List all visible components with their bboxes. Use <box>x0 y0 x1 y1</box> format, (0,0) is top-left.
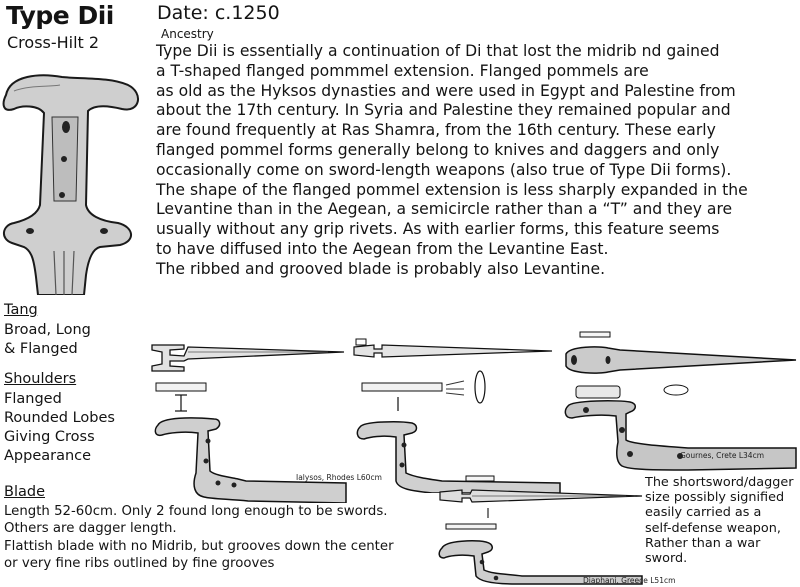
side-note-line: Rather than a war sword. <box>645 535 761 567</box>
shoulders-line: Appearance <box>4 448 92 464</box>
page-title: Type Dii <box>6 1 114 30</box>
caption-gournes: Gournes, Crete L34cm <box>680 451 765 460</box>
date-label: Date: c.1250 <box>157 2 280 24</box>
side-note-line: easily carried as a <box>645 505 762 521</box>
hilt-closeup-illustration <box>0 55 150 295</box>
page-subtitle: Cross-Hilt 2 <box>7 33 100 52</box>
blade-line: or very fine ribs outlined by fine grooves <box>4 556 275 572</box>
tang-line: & Flanged <box>4 341 78 357</box>
tang-line: Broad, Long <box>4 322 91 338</box>
ancestry-line: flanged pommel forms generally belong to knives and daggers and only <box>156 140 720 159</box>
ancestry-line: about the 17th century. In Syria and Palestine they remained popular and <box>156 101 731 120</box>
shoulders-line: Rounded Lobes <box>4 410 115 426</box>
ancestry-text <box>156 42 796 280</box>
ancestry-line: Type Dii is essentially a continuation of Di that lost the midrib nd gained <box>156 42 720 60</box>
caption-diaphani: Diaphani, Greece L51cm <box>583 576 676 585</box>
caption-ialysos: Ialysos, Rhodes L60cm <box>296 473 382 482</box>
shoulders-label: Shoulders <box>4 371 77 387</box>
blade-line: Others are dagger length. <box>4 521 177 537</box>
side-note <box>645 475 800 566</box>
ancestry-line: The ribbed and grooved blade is probably also Levantine. <box>156 259 606 278</box>
ancestry-line: occasionally come on sword-length weapons (also true of Type Dii forms). <box>156 160 732 179</box>
ancestry-label: Ancestry <box>161 27 214 41</box>
ancestry-line: are found frequently at Ras Shamra, from the 16th century. These early <box>156 121 716 140</box>
blade-description <box>4 503 394 573</box>
side-note-line: size possibly signified <box>645 490 785 506</box>
blade-line: Length 52-60cm. Only 2 found long enough to be swords. <box>4 504 388 519</box>
shoulders-description <box>4 390 115 466</box>
tang-description <box>4 321 91 359</box>
ancestry-line: a T-shaped flanged pommmel extension. Flanged pommels are <box>156 61 649 80</box>
side-note-line: self-defense weapon, <box>645 520 781 536</box>
side-note-line: The shortsword/dagger <box>645 475 794 490</box>
blade-label: Blade <box>4 484 45 500</box>
ancestry-line: to have diffused into the Aegean from the Levantine East. <box>156 239 609 258</box>
ancestry-line: usually without any grip rivets. As with earlier forms, this feature seems <box>156 220 720 239</box>
tang-label: Tang <box>4 302 38 318</box>
ancestry-line: Levantine than in the Aegean, a semicircle rather than a “T” and they are <box>156 200 733 219</box>
blade-line: Flattish blade with no Midrib, but grooves down the center <box>4 538 394 554</box>
ancestry-line: as old as the Hyksos dynasties and were used in Egypt and Palestine from <box>156 81 736 100</box>
shoulders-line: Giving Cross <box>4 429 95 445</box>
shoulders-line: Flanged <box>4 391 62 407</box>
ancestry-line: The shape of the flanged pommel extension is less sharply expanded in the <box>156 180 748 199</box>
sword-drawing-diaphani <box>436 466 644 586</box>
